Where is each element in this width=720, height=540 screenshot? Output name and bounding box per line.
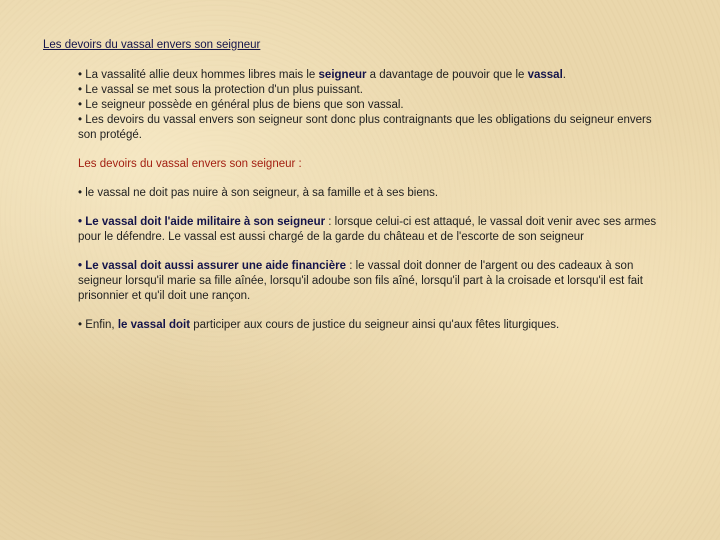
keyword-seigneur: seigneur — [318, 69, 367, 81]
duty-item-4-bold: le vassal doit — [117, 319, 191, 331]
duty-item-4-text: participer aux cours de justice du seigneur ainsi qu'aux fêtes liturgiques. — [190, 319, 560, 331]
intro-line-1-mid: a davantage de pouvoir que le — [366, 69, 528, 81]
duties-heading: Les devoirs du vassal envers son seigneur : — [78, 158, 302, 170]
duty-item-3-text: : le vassal doit donner de l'argent ou des cadeaux à son seigneur lorsqu'il marie sa fille aînée, lorsqu'il adoube son fils aîné, lorsqu'il part à la croisade et lorsqu'il est fait prisonnier et qu'il doit une rançon. — [78, 260, 643, 302]
intro-line-4: • Les devoirs du vassal envers son seigneur sont donc plus contraignants que les obligations du seigneur envers son protégé. — [78, 114, 652, 141]
keyword-vassal: vassal — [527, 69, 563, 81]
duty-item-1: • le vassal ne doit pas nuire à son seigneur, à sa famille et à ses biens. — [78, 187, 439, 199]
duty-item-2 — [78, 215, 658, 245]
duty-item-2-text: : lorsque celui-ci est attaqué, le vassal doit venir avec ses armes pour le défendre. Le vassal est aussi chargé de la garde du château et de l'escorte de son seigneur — [78, 216, 657, 243]
intro-line-1-post: . — [562, 69, 566, 81]
duty-item-4-pre: • Enfin, — [78, 319, 118, 331]
duty-item-4 — [78, 318, 658, 333]
intro-line-1-pre: • La vassalité allie deux hommes libres mais le — [78, 69, 319, 81]
page-title: Les devoirs du vassal envers son seigneur — [43, 39, 261, 51]
intro-line-1 — [78, 68, 658, 83]
duty-item-3 — [78, 259, 658, 304]
intro-line-3: • Le seigneur possède en général plus de biens que son vassal. — [78, 99, 404, 111]
duty-item-3-bold: • Le vassal doit aussi assurer une aide financière — [78, 260, 347, 272]
intro-line-2: • Le vassal se met sous la protection d'un plus puissant. — [78, 84, 363, 96]
duty-item-2-bold: • Le vassal doit l'aide militaire à son seigneur — [78, 216, 326, 228]
slide-content — [78, 68, 658, 333]
